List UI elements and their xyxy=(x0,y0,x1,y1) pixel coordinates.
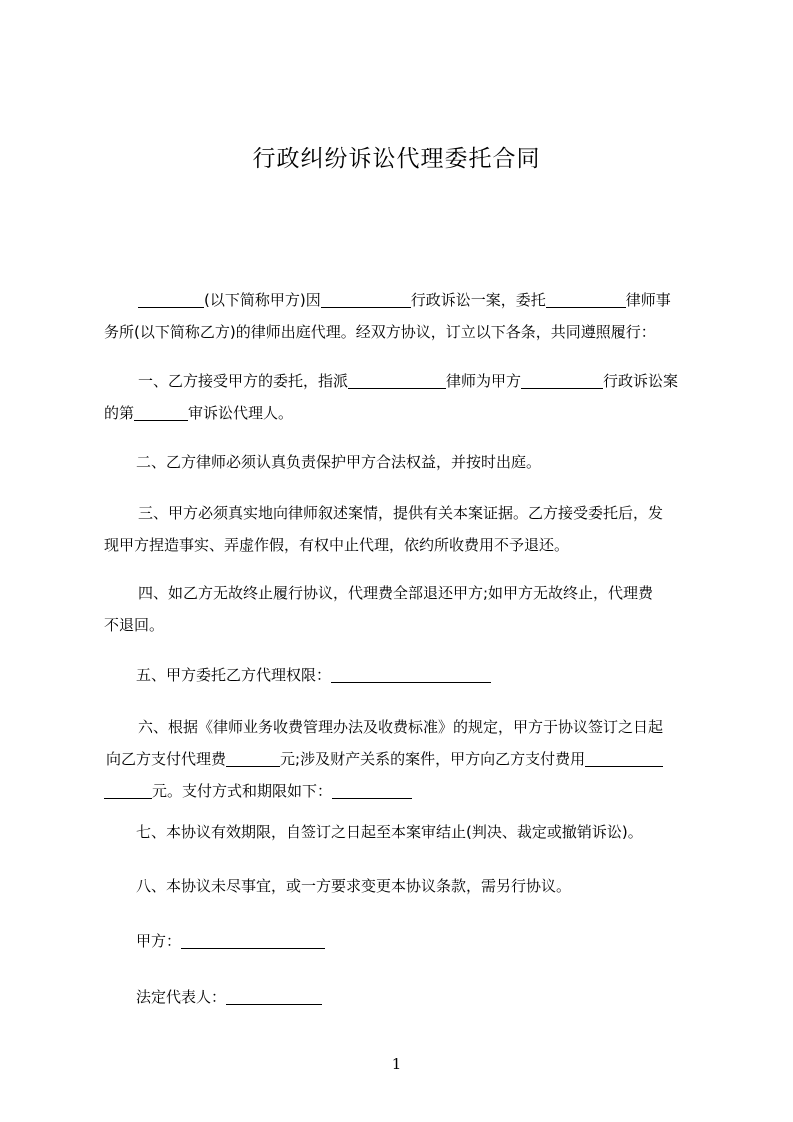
lawyer-name-blank xyxy=(348,369,446,389)
clause-3 xyxy=(104,497,700,561)
intro-paragraph xyxy=(104,284,700,348)
clause-4-line-2: 不退回。 xyxy=(104,616,165,634)
party-a-signature-blank xyxy=(181,929,325,949)
clause-7: 七、本协议有效期限，自签订之日起至本案审结止(判决、裁定或撤销诉讼)。 xyxy=(136,823,643,841)
clause-4 xyxy=(104,577,700,641)
clause-6 xyxy=(104,711,700,807)
party-a-blank xyxy=(138,288,204,308)
case-blank xyxy=(321,288,411,308)
case-name-blank xyxy=(521,369,603,389)
legal-representative: 法定代表人： xyxy=(104,981,700,1013)
clause-1-line-2: 的第 审诉讼代理人。 xyxy=(104,397,700,429)
clause-3-line-1: 三、甲方必须真实地向律师叙述案情，提供有关本案证据。乙方接受委托后，发 xyxy=(138,504,664,522)
agency-fee-blank xyxy=(226,747,280,767)
clause-4-line-1: 四、如乙方无故终止履行协议，代理费全部退还甲方;如甲方无故终止，代理费 xyxy=(138,584,654,602)
clause-5: 五、甲方委托乙方代理权限： xyxy=(104,659,700,691)
clause-6-line-3: 元。支付方式和期限如下： xyxy=(104,775,700,807)
page-number: 1 xyxy=(391,1055,402,1073)
law-firm-blank xyxy=(546,288,626,308)
instance-blank xyxy=(134,401,188,421)
payment-method-blank xyxy=(332,779,412,799)
clause-6-line-1: 六、根据《律师业务收费管理办法及收费标准》的规定，甲方于协议签订之日起 xyxy=(138,718,664,736)
clause-3-line-2: 现甲方捏造事实、弄虚作假，有权中止代理，依约所收费用不予退还。 xyxy=(104,536,570,554)
party-a-signature: 甲方： xyxy=(104,925,700,957)
clause-2: 二、乙方律师必须认真负责保护甲方合法权益，并按时出庭。 xyxy=(136,453,542,471)
clause-1-line-1: 一、乙方接受甲方的委托，指派 律师为甲方 行政诉讼案 xyxy=(104,365,700,397)
clause-1 xyxy=(104,365,700,429)
clause-8: 八、本协议未尽事宜，或一方要求变更本协议条款，需另行协议。 xyxy=(136,877,572,895)
authority-blank xyxy=(331,663,491,683)
property-fee-blank xyxy=(585,747,663,767)
clause-6-line-2: 向乙方支付代理费 元;涉及财产关系的案件，甲方向乙方支付费用 xyxy=(104,743,700,775)
document-title: 行政纠纷诉讼代理委托合同 xyxy=(252,146,541,172)
intro-line-1: (以下简称甲方)因 行政诉讼一案，委托 律师事 xyxy=(104,284,700,316)
property-fee-blank-cont xyxy=(104,779,152,799)
intro-line-2: 务所(以下简称乙方)的律师出庭代理。经双方协议，订立以下各条，共同遵照履行： xyxy=(104,323,656,341)
legal-rep-blank xyxy=(226,985,322,1005)
